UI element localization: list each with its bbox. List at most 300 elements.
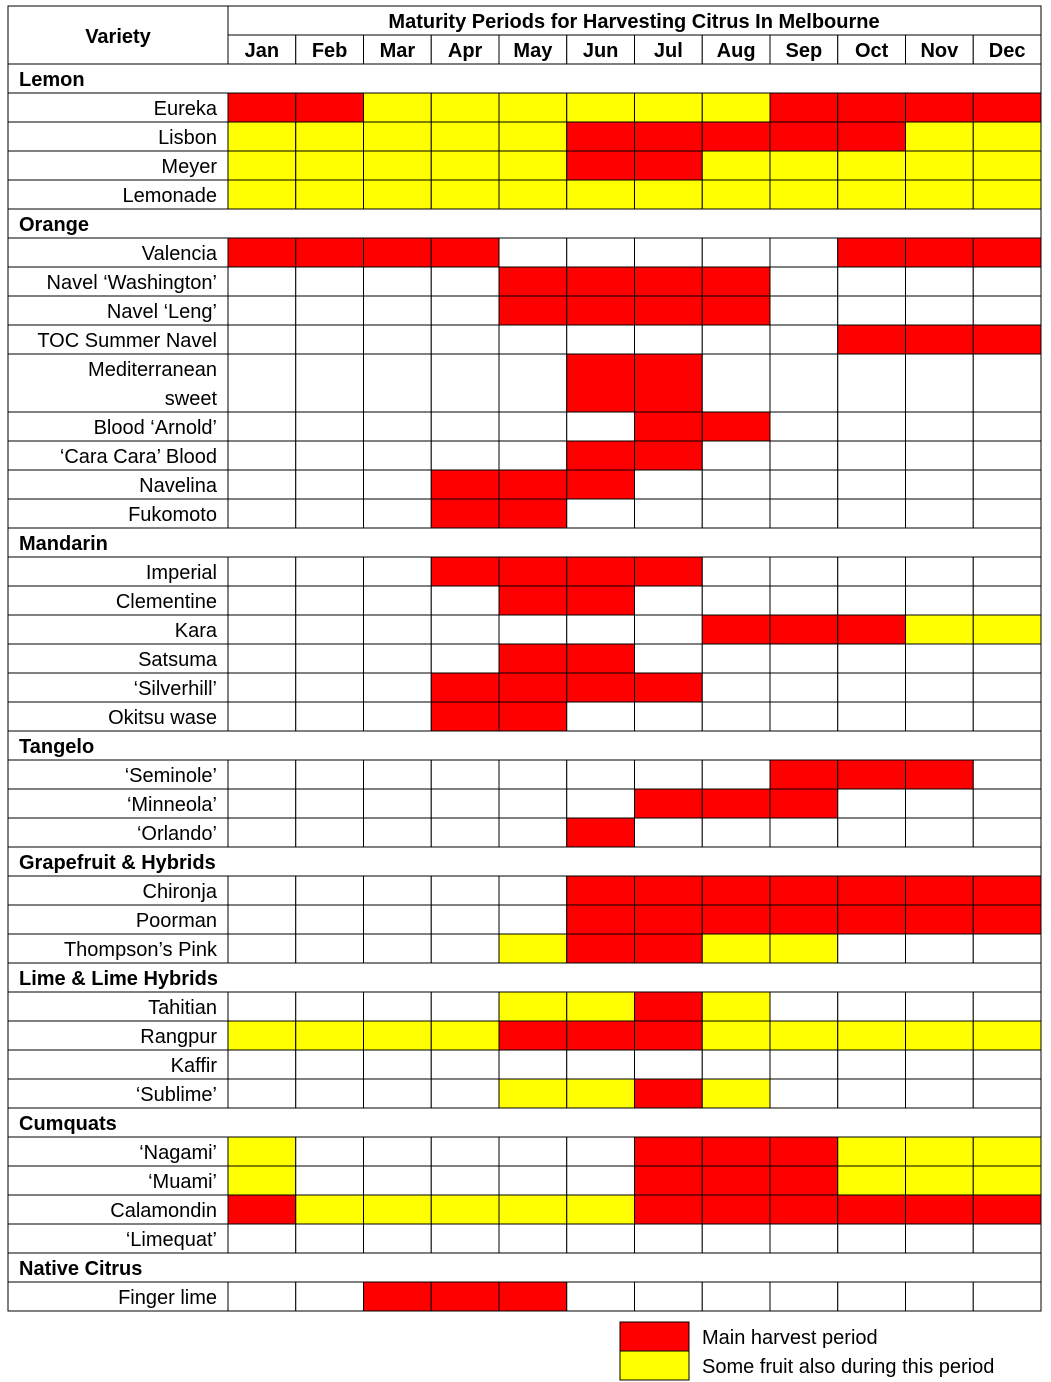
harvest-cell-jun	[567, 1224, 635, 1253]
variety-name-lemonade: Lemonade	[122, 185, 217, 207]
harvest-cell-feb	[296, 557, 364, 586]
month-header-row	[228, 35, 1041, 64]
month-label-mar: Mar	[379, 40, 416, 62]
harvest-cell-may	[499, 992, 567, 1021]
variety-name-navel-leng: Navel ‘Leng’	[106, 301, 217, 323]
harvest-cell-feb	[296, 238, 364, 267]
harvest-cell-aug	[702, 180, 770, 209]
harvest-cell-dec	[973, 441, 1041, 470]
harvest-cell-may	[499, 789, 567, 818]
harvest-cell-sep	[770, 354, 838, 412]
harvest-cell-dec	[973, 354, 1041, 412]
harvest-cell-sep	[770, 238, 838, 267]
variety-row	[8, 1166, 1041, 1195]
harvest-cell-jan	[228, 441, 296, 470]
group-row	[8, 731, 1041, 760]
harvest-cell-feb	[296, 499, 364, 528]
harvest-cell-dec	[973, 325, 1041, 354]
harvest-cell-jan	[228, 1137, 296, 1166]
harvest-cell-nov	[906, 151, 974, 180]
harvest-cell-jan	[228, 296, 296, 325]
harvest-cell-apr	[431, 238, 499, 267]
harvest-cell-sep	[770, 412, 838, 441]
harvest-cell-apr	[431, 470, 499, 499]
harvest-cell-feb	[296, 760, 364, 789]
harvest-cell-jul	[635, 296, 703, 325]
variety-row	[8, 354, 1041, 412]
harvest-cell-dec	[973, 151, 1041, 180]
harvest-cell-dec	[973, 499, 1041, 528]
legend	[620, 1322, 994, 1380]
harvest-cell-jan	[228, 1224, 296, 1253]
group-title-orange: Orange	[19, 214, 90, 236]
variety-row	[8, 702, 1041, 731]
harvest-cell-dec	[973, 1079, 1041, 1108]
harvest-cell-jun	[567, 1282, 635, 1311]
month-label-jul: Jul	[653, 40, 683, 62]
harvest-cell-feb	[296, 1195, 364, 1224]
harvest-cell-oct	[838, 296, 906, 325]
variety-name-nagami: ‘Nagami’	[139, 1142, 217, 1164]
harvest-cell-oct	[838, 499, 906, 528]
harvest-cell-dec	[973, 1224, 1041, 1253]
variety-row	[8, 441, 1041, 470]
harvest-cell-may	[499, 441, 567, 470]
harvest-cell-may	[499, 267, 567, 296]
harvest-cell-may	[499, 818, 567, 847]
harvest-cell-sep	[770, 1050, 838, 1079]
harvest-cell-mar	[364, 1137, 432, 1166]
harvest-cell-mar	[364, 499, 432, 528]
variety-row	[8, 122, 1041, 151]
harvest-cell-aug	[702, 644, 770, 673]
harvest-cell-jan	[228, 93, 296, 122]
harvest-cell-oct	[838, 1021, 906, 1050]
harvest-cell-oct	[838, 586, 906, 615]
harvest-cell-feb	[296, 1166, 364, 1195]
variety-row	[8, 1137, 1041, 1166]
harvest-cell-feb	[296, 412, 364, 441]
harvest-cell-apr	[431, 1079, 499, 1108]
variety-name-limequat: ‘Limequat’	[125, 1229, 217, 1251]
variety-name-line: sweet	[164, 388, 217, 410]
harvest-cell-may	[499, 905, 567, 934]
harvest-cell-jul	[635, 1282, 703, 1311]
harvest-cell-dec	[973, 122, 1041, 151]
harvest-cell-oct	[838, 1224, 906, 1253]
harvest-cell-dec	[973, 934, 1041, 963]
harvest-cell-nov	[906, 325, 974, 354]
harvest-cell-sep	[770, 499, 838, 528]
harvest-cell-jun	[567, 412, 635, 441]
harvest-cell-dec	[973, 1137, 1041, 1166]
harvest-cell-jun	[567, 470, 635, 499]
month-label-feb: Feb	[311, 40, 348, 62]
harvest-cell-sep	[770, 905, 838, 934]
harvest-cell-jun	[567, 702, 635, 731]
harvest-cell-dec	[973, 1050, 1041, 1079]
month-label-dec: Dec	[988, 40, 1026, 62]
variety-row	[8, 296, 1041, 325]
harvest-cell-jan	[228, 180, 296, 209]
harvest-cell-may	[499, 1224, 567, 1253]
harvest-cell-oct	[838, 1282, 906, 1311]
harvest-cell-jan	[228, 122, 296, 151]
harvest-cell-aug	[702, 1137, 770, 1166]
harvest-cell-may	[499, 876, 567, 905]
harvest-cell-aug	[702, 354, 770, 412]
harvest-cell-apr	[431, 151, 499, 180]
variety-row	[8, 325, 1041, 354]
harvest-cell-aug	[702, 412, 770, 441]
harvest-cell-oct	[838, 818, 906, 847]
harvest-cell-aug	[702, 615, 770, 644]
harvest-cell-jul	[635, 1195, 703, 1224]
variety-name-chironja: Chironja	[142, 881, 217, 903]
harvest-cell-jun	[567, 354, 635, 412]
harvest-cell-apr	[431, 267, 499, 296]
harvest-cell-aug	[702, 702, 770, 731]
harvest-cell-aug	[702, 93, 770, 122]
harvest-cell-nov	[906, 122, 974, 151]
variety-row	[8, 93, 1041, 122]
harvest-cell-nov	[906, 296, 974, 325]
harvest-cell-dec	[973, 615, 1041, 644]
group-title-cumquats: Cumquats	[19, 1113, 117, 1135]
harvest-cell-oct	[838, 354, 906, 412]
harvest-cell-jun	[567, 1137, 635, 1166]
harvest-cell-jun	[567, 238, 635, 267]
harvest-cell-mar	[364, 818, 432, 847]
harvest-cell-nov	[906, 499, 974, 528]
month-label-aug: Aug	[716, 40, 756, 62]
harvest-cell-mar	[364, 122, 432, 151]
harvest-cell-jul	[635, 93, 703, 122]
harvest-cell-mar	[364, 296, 432, 325]
group-row	[8, 1108, 1041, 1137]
harvest-cell-jul	[635, 151, 703, 180]
harvest-cell-jul	[635, 325, 703, 354]
harvest-cell-nov	[906, 673, 974, 702]
harvest-cell-oct	[838, 905, 906, 934]
variety-header: Variety	[85, 26, 151, 48]
harvest-cell-jul	[635, 992, 703, 1021]
harvest-cell-jul	[635, 934, 703, 963]
variety-name-finger-lime: Finger lime	[118, 1287, 217, 1309]
harvest-cell-jul	[635, 1021, 703, 1050]
variety-row	[8, 789, 1041, 818]
harvest-cell-sep	[770, 876, 838, 905]
harvest-cell-mar	[364, 354, 432, 412]
harvest-cell-mar	[364, 789, 432, 818]
harvest-cell-oct	[838, 934, 906, 963]
harvest-cell-jul	[635, 673, 703, 702]
harvest-cell-aug	[702, 1079, 770, 1108]
variety-row	[8, 818, 1041, 847]
harvest-cell-apr	[431, 876, 499, 905]
harvest-cell-dec	[973, 1021, 1041, 1050]
harvest-cell-may	[499, 1021, 567, 1050]
harvest-cell-jun	[567, 586, 635, 615]
harvest-cell-dec	[973, 1195, 1041, 1224]
variety-row	[8, 1224, 1041, 1253]
harvest-cell-aug	[702, 122, 770, 151]
harvest-cell-may	[499, 412, 567, 441]
harvest-cell-apr	[431, 789, 499, 818]
harvest-cell-oct	[838, 1166, 906, 1195]
harvest-cell-may	[499, 470, 567, 499]
harvest-cell-sep	[770, 470, 838, 499]
variety-row	[8, 412, 1041, 441]
harvest-cell-sep	[770, 615, 838, 644]
harvest-cell-jul	[635, 789, 703, 818]
harvest-cell-oct	[838, 93, 906, 122]
harvest-cell-feb	[296, 673, 364, 702]
harvest-cell-mar	[364, 905, 432, 934]
harvest-cell-jun	[567, 615, 635, 644]
harvest-cell-oct	[838, 238, 906, 267]
harvest-cell-feb	[296, 818, 364, 847]
harvest-cell-nov	[906, 1137, 974, 1166]
harvest-cell-sep	[770, 180, 838, 209]
harvest-cell-feb	[296, 1137, 364, 1166]
harvest-cell-jan	[228, 1195, 296, 1224]
variety-name-tahitian: Tahitian	[148, 997, 217, 1019]
harvest-cell-feb	[296, 876, 364, 905]
harvest-cell-may	[499, 615, 567, 644]
harvest-cell-aug	[702, 151, 770, 180]
table-body	[8, 64, 1041, 1311]
harvest-cell-aug	[702, 470, 770, 499]
harvest-cell-mar	[364, 876, 432, 905]
harvest-cell-aug	[702, 876, 770, 905]
variety-name-navel-washington: Navel ‘Washington’	[46, 272, 217, 294]
harvest-cell-sep	[770, 1282, 838, 1311]
harvest-cell-jul	[635, 905, 703, 934]
harvest-cell-feb	[296, 180, 364, 209]
variety-name-satsuma: Satsuma	[138, 649, 217, 671]
harvest-cell-oct	[838, 760, 906, 789]
harvest-cell-aug	[702, 789, 770, 818]
harvest-cell-jun	[567, 499, 635, 528]
group-row	[8, 209, 1041, 238]
harvest-cell-jan	[228, 354, 296, 412]
harvest-cell-mar	[364, 238, 432, 267]
harvest-cell-jun	[567, 151, 635, 180]
harvest-cell-jan	[228, 992, 296, 1021]
harvest-cell-nov	[906, 1195, 974, 1224]
harvest-cell-feb	[296, 1021, 364, 1050]
harvest-cell-mar	[364, 180, 432, 209]
harvest-cell-jul	[635, 1224, 703, 1253]
harvest-cell-oct	[838, 180, 906, 209]
harvest-cell-aug	[702, 557, 770, 586]
harvest-cell-aug	[702, 673, 770, 702]
variety-name-valencia: Valencia	[141, 243, 217, 265]
variety-row	[8, 557, 1041, 586]
harvest-cell-feb	[296, 122, 364, 151]
harvest-cell-feb	[296, 702, 364, 731]
harvest-cell-apr	[431, 818, 499, 847]
harvest-cell-jun	[567, 1195, 635, 1224]
variety-row	[8, 238, 1041, 267]
variety-name-seminole: ‘Seminole’	[124, 765, 217, 787]
harvest-cell-jan	[228, 1166, 296, 1195]
variety-name-fukomoto: Fukomoto	[128, 504, 217, 526]
harvest-cell-nov	[906, 93, 974, 122]
harvest-cell-aug	[702, 441, 770, 470]
harvest-cell-jan	[228, 615, 296, 644]
harvest-cell-feb	[296, 644, 364, 673]
harvest-cell-jan	[228, 760, 296, 789]
harvest-cell-mar	[364, 992, 432, 1021]
harvest-cell-apr	[431, 586, 499, 615]
harvest-cell-sep	[770, 702, 838, 731]
harvest-cell-nov	[906, 760, 974, 789]
variety-row	[8, 760, 1041, 789]
harvest-cell-nov	[906, 934, 974, 963]
harvest-cell-dec	[973, 876, 1041, 905]
harvest-cell-mar	[364, 644, 432, 673]
legend-swatch-some	[620, 1351, 689, 1380]
harvest-cell-nov	[906, 1021, 974, 1050]
variety-name-thompson-s-pink: Thompson’s Pink	[63, 939, 217, 961]
harvest-cell-mar	[364, 702, 432, 731]
harvest-cell-feb	[296, 325, 364, 354]
harvest-cell-apr	[431, 1195, 499, 1224]
harvest-cell-feb	[296, 615, 364, 644]
harvest-cell-aug	[702, 1050, 770, 1079]
harvest-cell-jul	[635, 644, 703, 673]
variety-row	[8, 1079, 1041, 1108]
harvest-cell-feb	[296, 267, 364, 296]
harvest-cell-may	[499, 122, 567, 151]
harvest-cell-nov	[906, 876, 974, 905]
harvest-cell-oct	[838, 615, 906, 644]
harvest-cell-dec	[973, 296, 1041, 325]
harvest-cell-jan	[228, 905, 296, 934]
harvest-cell-jun	[567, 93, 635, 122]
harvest-cell-apr	[431, 760, 499, 789]
harvest-cell-apr	[431, 93, 499, 122]
month-label-nov: Nov	[920, 40, 959, 62]
harvest-cell-jan	[228, 238, 296, 267]
harvest-cell-may	[499, 354, 567, 412]
harvest-cell-may	[499, 557, 567, 586]
harvest-cell-jan	[228, 818, 296, 847]
variety-row	[8, 1050, 1041, 1079]
harvest-cell-sep	[770, 1224, 838, 1253]
harvest-cell-oct	[838, 557, 906, 586]
harvest-cell-feb	[296, 296, 364, 325]
harvest-cell-jul	[635, 1166, 703, 1195]
harvest-cell-mar	[364, 673, 432, 702]
variety-name-cara-cara-blood: ‘Cara Cara’ Blood	[59, 446, 217, 468]
month-label-oct: Oct	[854, 40, 889, 62]
harvest-cell-jul	[635, 1079, 703, 1108]
harvest-cell-jan	[228, 267, 296, 296]
variety-name-clementine: Clementine	[115, 591, 217, 613]
harvest-cell-jul	[635, 1050, 703, 1079]
harvest-cell-sep	[770, 267, 838, 296]
harvest-cell-jul	[635, 180, 703, 209]
harvest-cell-sep	[770, 1195, 838, 1224]
harvest-cell-dec	[973, 992, 1041, 1021]
harvest-cell-nov	[906, 238, 974, 267]
harvest-cell-jun	[567, 1021, 635, 1050]
harvest-cell-jan	[228, 934, 296, 963]
harvest-cell-nov	[906, 557, 974, 586]
variety-name-silverhill: ‘Silverhill’	[133, 678, 217, 700]
harvest-cell-mar	[364, 1282, 432, 1311]
harvest-cell-mar	[364, 470, 432, 499]
harvest-cell-apr	[431, 992, 499, 1021]
harvest-cell-jun	[567, 180, 635, 209]
harvest-cell-aug	[702, 760, 770, 789]
chart-title: Maturity Periods for Harvesting Citrus In Melbourne	[388, 11, 880, 33]
harvest-cell-dec	[973, 789, 1041, 818]
harvest-cell-jul	[635, 615, 703, 644]
harvest-cell-sep	[770, 1166, 838, 1195]
harvest-cell-nov	[906, 905, 974, 934]
harvest-cell-sep	[770, 789, 838, 818]
variety-row	[8, 1195, 1041, 1224]
harvest-cell-may	[499, 93, 567, 122]
legend-label-main: Main harvest period	[702, 1327, 878, 1349]
harvest-cell-apr	[431, 1166, 499, 1195]
harvest-cell-sep	[770, 673, 838, 702]
harvest-cell-apr	[431, 615, 499, 644]
harvest-cell-jun	[567, 296, 635, 325]
group-title-mandarin: Mandarin	[19, 533, 108, 555]
harvest-cell-jun	[567, 789, 635, 818]
harvest-cell-may	[499, 151, 567, 180]
variety-row	[8, 644, 1041, 673]
harvest-cell-jul	[635, 557, 703, 586]
harvest-cell-aug	[702, 296, 770, 325]
harvest-cell-jul	[635, 412, 703, 441]
harvest-cell-may	[499, 499, 567, 528]
harvest-cell-oct	[838, 644, 906, 673]
harvest-cell-sep	[770, 93, 838, 122]
harvest-cell-apr	[431, 644, 499, 673]
harvest-cell-jul	[635, 441, 703, 470]
harvest-cell-nov	[906, 441, 974, 470]
group-title-lemon: Lemon	[19, 69, 85, 91]
harvest-cell-oct	[838, 441, 906, 470]
harvest-cell-jan	[228, 1282, 296, 1311]
harvest-cell-nov	[906, 1224, 974, 1253]
group-row	[8, 528, 1041, 557]
harvest-cell-mar	[364, 93, 432, 122]
variety-name-sublime: ‘Sublime’	[135, 1084, 217, 1106]
harvest-cell-mar	[364, 1166, 432, 1195]
harvest-cell-jun	[567, 325, 635, 354]
legend-label-some: Some fruit also during this period	[702, 1356, 995, 1378]
harvest-cell-jan	[228, 876, 296, 905]
harvest-cell-dec	[973, 470, 1041, 499]
harvest-cell-jun	[567, 760, 635, 789]
harvest-cell-may	[499, 1282, 567, 1311]
harvest-cell-apr	[431, 905, 499, 934]
harvest-cell-apr	[431, 934, 499, 963]
variety-name-okitsu-wase: Okitsu wase	[108, 707, 217, 729]
harvest-cell-dec	[973, 760, 1041, 789]
harvest-cell-may	[499, 934, 567, 963]
harvest-cell-jun	[567, 122, 635, 151]
harvest-cell-feb	[296, 586, 364, 615]
variety-row	[8, 1021, 1041, 1050]
